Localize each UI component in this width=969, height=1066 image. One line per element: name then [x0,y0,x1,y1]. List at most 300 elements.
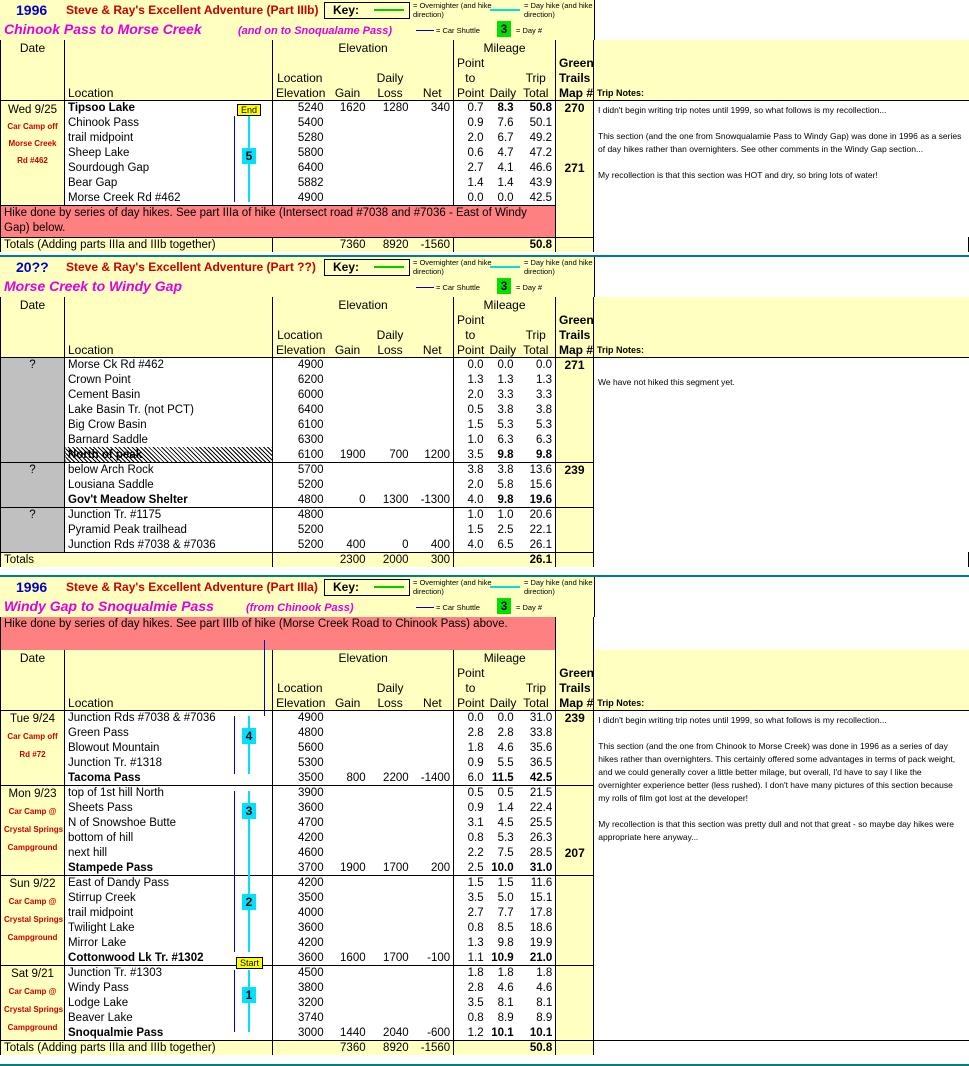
cell-elev: 4800 [273,725,327,740]
cell-location: Junction Rds #7038 & #7036 [65,537,273,552]
header-cell [1,55,65,70]
cell-gain [327,190,369,205]
cell-gain [327,432,369,447]
cell-net [412,905,454,920]
header-cell: Point [454,85,487,100]
cell-p2p: 3.5 [454,890,487,905]
cell-map: 270 [556,100,594,115]
cell-gain [327,920,369,935]
cell-gain [327,935,369,950]
cell-trip: 46.6 [529,162,552,174]
camp-note: Car Camp off [4,730,61,744]
header-cell [327,55,369,70]
cell-p2p: 0.0 [454,357,487,372]
cell-net [412,725,454,740]
legend-dayhike: = Day hike (and hike direction) [524,578,593,596]
cell-gain [327,417,369,432]
cell-net [412,800,454,815]
cell-location: Lake Basin Tr. (not PCT) [65,402,273,417]
cell-elev: 3740 [273,1010,327,1025]
cell-loss [369,815,412,830]
year: 20?? [16,259,49,275]
cell-p2p: 0.7 [454,100,487,115]
cell-p2p: 2.0 [454,387,487,402]
cell [487,1040,517,1055]
cell-gain [327,372,369,387]
cell-elev: 4700 [273,815,327,830]
cell-loss [369,920,412,935]
cell-location: Crown Point [65,372,273,387]
header-cell: Green [556,312,594,327]
table-row [1,710,969,725]
cell-p2p: 0.8 [454,1010,487,1025]
cell-location: Lousiana Saddle [65,477,273,492]
cell-gain [327,905,369,920]
shuttle-line [234,970,235,1032]
cell-elev: 6400 [273,160,327,175]
header-cell: Location [65,342,273,357]
header-cell: Location [273,327,327,342]
cell-daily: 6.7 [497,132,514,144]
header-cell: Trip [517,70,556,85]
cell-net [412,965,454,980]
trip-note: My recollection is that this section was HOT and dry, so bring lots of water! [598,169,878,180]
cell-net [412,432,454,447]
header-cell: Date [1,650,65,665]
cell-trip: 4.6 [536,982,553,994]
cell-daily: 10.9 [491,951,514,964]
cell-elev: 5600 [273,740,327,755]
cell-map [556,800,594,815]
day-hike-note: Hike done by series of day hikes. See part IIIa of hike (Intersect road #7038 and #7036 - East of Windy Gap) below. [1,205,556,237]
cell-elev: 6300 [273,432,327,447]
cell [454,552,487,567]
cell-map [556,875,594,890]
header-cell [65,680,273,695]
cell-trip: 31.0 [529,712,553,724]
camp-note: Car Camp off [4,120,61,134]
cell-daily: 2.8 [497,727,514,739]
legend-day: = Day # [516,603,543,612]
cell-gain [327,725,369,740]
cell-loss [369,432,412,447]
cell-map [556,372,594,387]
cell-daily: 2.5 [497,524,514,536]
cell-p2p: 2.2 [454,845,487,860]
cell-daily: 0.0 [497,359,514,371]
cell-gain [327,462,369,477]
cell-daily: 3.8 [497,404,514,416]
cell-trip: 33.8 [529,727,553,739]
cell-loss [369,710,412,725]
band-blank [594,257,969,297]
cell-daily: 7.5 [497,847,514,859]
cell-location: Cement Basin [65,387,273,402]
header-cell [327,327,369,342]
cell-p2p: 0.9 [454,800,487,815]
cell-net: 300 [412,552,454,567]
cell-p2p: 2.5 [454,860,487,875]
cell-gain: 800 [346,771,366,784]
cell-map [556,830,594,845]
header-cell: Location [273,70,327,85]
header-cell: Point [454,55,487,70]
cell-elev: 6200 [273,372,327,387]
key-label: Key: [324,2,410,19]
cell-loss: 2000 [369,552,412,567]
dayhike-line [248,716,250,774]
day-step-badge: 3 [242,803,256,819]
header-cell: Gain [327,695,369,710]
cell [556,552,594,567]
cell-map [556,995,594,1010]
cell-net [412,710,454,725]
totals-label: Totals (Adding parts IIIa and IIIb together) [1,237,273,252]
header-cell [412,680,454,695]
cell-location: Windy Pass [65,980,273,995]
header-cell: Trails [556,327,594,342]
cell-trip: 3.8 [536,404,552,416]
header-cell [65,665,273,680]
camp-note: Campground [4,841,61,855]
cell-loss [369,1010,412,1025]
day-step-badge: 1 [242,987,256,1003]
header-cell [65,327,273,342]
date-label: Sat 9/21 [11,967,54,980]
cell-location: below Arch Rock [65,462,273,477]
cell-trip: 9.8 [536,448,552,461]
cell-map [556,522,594,537]
cell-daily: 5.8 [497,479,514,491]
cell-net [412,980,454,995]
cell-p2p: 4.0 [454,492,487,507]
cell-elev: 5280 [273,130,327,145]
cell-elev: 5700 [273,462,327,477]
cell-elev: 5240 [273,100,327,115]
header-cell [412,312,454,327]
cell-loss [369,830,412,845]
cell-loss [369,130,412,145]
cell-p2p: 1.8 [454,740,487,755]
cell-trip: 50.8 [529,102,552,114]
header-cell: Elevation [273,297,454,312]
cell-gain: 0 [359,493,366,506]
cell-elev: 4900 [273,357,327,372]
header-cell [1,680,65,695]
cell-elev: 4200 [273,935,327,950]
cell-trip: 19.9 [529,937,553,949]
cell-trip: 26.1 [517,552,556,567]
cell-elev: 4900 [273,190,327,205]
cell-map [556,115,594,130]
cell-gain [327,507,369,522]
cell-loss [369,905,412,920]
cell-elev: 4500 [273,965,327,980]
cell-elev: 6400 [273,402,327,417]
cell-trip: 15.6 [529,479,552,491]
cell-map [556,815,594,830]
cell-gain: 1440 [340,1026,366,1039]
header-cell [594,665,969,680]
cell-trip: 25.5 [529,817,553,829]
cell-gain [327,815,369,830]
cell-daily: 5.3 [497,832,514,844]
cell-location: Sheets Pass [65,800,273,815]
pink-note-row [1,617,969,650]
header-cell [556,40,594,55]
cell-p2p: 1.1 [454,950,487,965]
cell-net [412,830,454,845]
cell-elev: 5400 [273,115,327,130]
cell-gain [327,785,369,800]
header-cell [327,70,369,85]
header-cell [594,680,969,695]
cell-net [412,920,454,935]
cell-loss [369,845,412,860]
cell-loss [369,175,412,190]
legend-overnighter: = Overnighter (and hike direction) [413,1,492,19]
cell-gain: 400 [346,538,366,551]
dayhike-arrow-icon [490,9,520,11]
cell-gain [327,830,369,845]
header-cell [273,55,327,70]
legend-dayhike: = Day hike (and hike direction) [524,258,593,276]
header-cell: Total [517,85,556,100]
cell-trip: 11.6 [517,875,556,890]
cell-loss [369,522,412,537]
cell-p2p: 0.0 [454,190,487,205]
cell-loss: 1280 [382,102,409,114]
header-cell [369,55,412,70]
cell-p2p: 2.8 [454,980,487,995]
cell-p2p: 2.8 [454,725,487,740]
cell-net [412,372,454,387]
header-cell [594,55,969,70]
cell-p2p: 0.9 [454,115,487,130]
cell-trip: 50.1 [529,117,552,129]
end-tag: End [237,104,261,116]
cell-elev: 3000 [273,1025,327,1040]
cell-loss: 1700 [383,951,409,964]
shuttle-line [234,116,235,202]
header-cell: Daily [487,85,517,100]
camp-note: Morse Creek [4,137,61,151]
cell-trip: 50.8 [517,1040,556,1055]
trip-note: We have not hiked this segment yet. [598,376,735,387]
cell-daily: 5.0 [497,892,514,904]
key-label: Key: [324,259,410,276]
cell-elev: 5200 [273,477,327,492]
cell-trip: 1.8 [517,965,556,980]
legend-overnighter: = Overnighter (and hike direction) [413,578,492,596]
header-cell [1,665,65,680]
cell-trip: 50.8 [517,237,556,252]
cell-gain [327,875,369,890]
section-divider [0,255,969,257]
cell-daily: 9.8 [497,937,514,949]
date-label: Mon 9/23 [8,787,57,800]
header-cell [369,665,412,680]
cell-map [556,725,594,740]
cell-map [556,890,594,905]
day-badge: 3 [497,598,511,614]
day-cell [1,965,65,1040]
header-cell: Point [454,312,487,327]
cell-net: -1400 [420,771,451,784]
header-cell: Date [1,40,65,55]
cell-location: Tipsoo Lake [65,100,273,115]
cell-net [412,890,454,905]
overnighter-arrow-icon [374,9,404,11]
cell-loss: 2200 [383,771,409,784]
cell-daily: 11.5 [491,771,514,784]
section-title: Steve & Ray's Excellent Adventure (Part IIIb) [66,3,319,17]
cell [454,237,487,252]
cell-map: 239 [556,462,594,477]
cell-p2p: 1.5 [454,417,487,432]
header-cell: Elevation [273,650,454,665]
cell-gain [327,980,369,995]
camp-note: Car Camp @ [4,985,61,999]
trip-notes [594,100,969,252]
cell-loss [369,740,412,755]
header-cell: Gain [327,342,369,357]
cell-net [412,160,454,175]
cell-net [412,357,454,372]
cell-p2p: 0.5 [454,785,487,800]
header-cell [65,312,273,327]
header-cell: Gain [327,85,369,100]
cell-daily: 4.1 [497,162,514,174]
day-cell [1,785,65,875]
header-cell: Mileage [454,40,556,55]
cell-net [412,417,454,432]
cell-net: 1200 [424,448,450,461]
cell-loss [369,387,412,402]
table-row [1,100,969,115]
cell-net [412,115,454,130]
cell-net: 400 [430,538,450,551]
camp-note: Crystal Springs [4,913,61,927]
cell-elev: 5800 [273,145,327,160]
cell-trip: 17.8 [529,907,553,919]
header-cell: Location [65,695,273,710]
cell-map [556,447,594,462]
section-header [0,577,969,617]
cell [273,1040,327,1055]
header-cell: Elevation [273,40,454,55]
cell-loss [369,417,412,432]
cell [487,552,517,567]
header-cell [273,312,327,327]
cell-gain: 1620 [339,102,366,114]
cell-p2p: 0.5 [454,402,487,417]
shuttle-line [234,716,235,774]
dayhike-line [248,872,250,952]
cell-elev: 4600 [273,845,327,860]
totals-row [1,1040,969,1055]
cell-location: Junction Tr. #1175 [65,507,273,522]
cell-trip: 22.4 [529,802,553,814]
cell-trip: 19.6 [529,493,552,506]
trip-note: This section (and the one from Snowqualamie Pass to Windy Gap) was done in 1996 as a series of day hikes rather than overnighters. See other comments in the Windy Gap section... [598,130,962,154]
cell-p2p: 1.8 [454,965,487,980]
cell-loss: 2040 [383,1026,409,1039]
cell-map [556,145,594,160]
cell-daily: 6.5 [497,538,514,551]
totals-label: Totals [1,552,273,567]
cell-gain: 1600 [340,951,366,964]
header-cell [517,312,556,327]
cell [273,552,327,567]
cell-elev: 6100 [273,417,327,432]
cell-loss: 1300 [382,493,409,506]
day-badge: 3 [497,278,511,294]
cell [273,237,327,252]
cell-location: Green Pass [65,725,273,740]
cell-net: 200 [430,861,451,874]
cell-gain: 1900 [339,448,366,461]
cell-gain: 7360 [327,237,369,252]
cell-location: Pyramid Peak trailhead [65,522,273,537]
header-cell [487,312,517,327]
shuttle-line [234,872,235,952]
header-cell: Trails [556,680,594,695]
cell-location: Morse Ck Rd #462 [65,357,273,372]
trip-note: I didn't begin writing trip notes until 1999, so what follows is my recollection... [598,104,887,115]
day-hike-note: Hike done by series of day hikes. See part IIIb of hike (Morse Creek Road to Chinook Pass) above. [1,617,556,650]
cell-net: -1560 [412,237,454,252]
cell-location: Lodge Lake [65,995,273,1010]
cell-elev: 3200 [273,995,327,1010]
header-cell: Loss [369,695,412,710]
camp-note: Campground [4,1021,61,1035]
cell-daily: 1.0 [487,507,517,522]
camp-note: Campground [4,931,61,945]
cell-location: Tacoma Pass [65,770,273,785]
cell-gain [327,115,369,130]
cell-gain [327,160,369,175]
header-cell [556,650,594,665]
header-cell [65,40,273,55]
cell-gain [327,995,369,1010]
cell-location: top of 1st hill North [65,785,273,800]
header-cell: to [454,680,487,695]
header-cell [487,680,517,695]
cell-map [556,740,594,755]
overnighter-arrow-icon [374,586,404,588]
cell-trip: 35.6 [529,742,553,754]
cell-daily: 0.0 [497,712,514,724]
cell-loss [369,115,412,130]
cell-location: Sheep Lake [65,145,273,160]
shuttle-arrow-icon [416,607,434,608]
section-title: Steve & Ray's Excellent Adventure (Part IIIa) [66,580,318,594]
shuttle-arrow-icon [416,30,434,31]
cell-loss [369,402,412,417]
cell-location: trail midpoint [65,905,273,920]
cell [556,617,594,650]
cell-trip: 13.6 [517,462,556,477]
cell-loss [369,357,412,372]
header-cell: Net [412,85,454,100]
cell-daily: 8.9 [497,1012,514,1024]
dayhike-arrow-icon [490,586,520,588]
cell-net [412,755,454,770]
day-cell: ? [1,357,65,462]
header-cell: Location [65,85,273,100]
cell-net: -100 [427,951,451,964]
